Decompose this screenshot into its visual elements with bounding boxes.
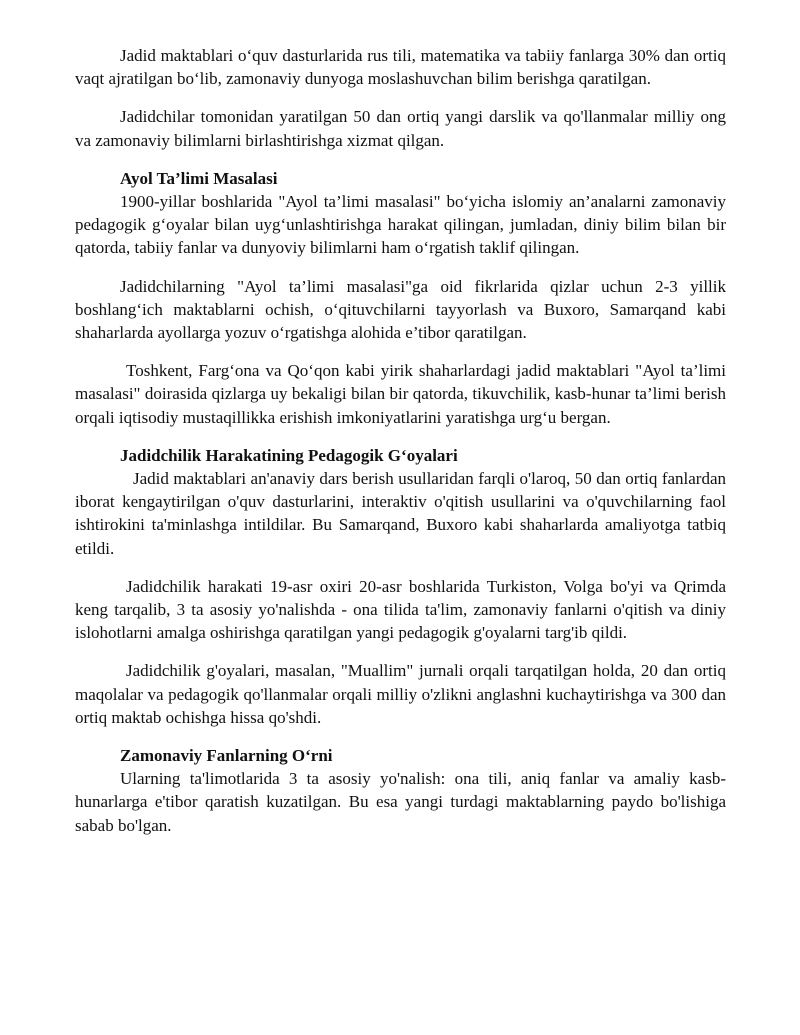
section-heading-women-education: Ayol Ta’limi Masalasi [120,168,278,188]
paragraph-teaching-methods: Jadid maktablari an'anaviy dars berish usullaridan farqli o'laroq, 50 dan ortiq fanlardan iborat kengaytirilgan o'quv dasturlarini, interaktiv o'qitish usullarini va o'quvchilarning faol ishtirokini ta'minlashga intildilar. Bu Samarqand, Buxoro kabi shaharlarda amaliyotga tatbiq etildi. [75,469,726,558]
paragraph-tashkent-schools: Toshkent, Farg‘ona va Qo‘qon kabi yirik shaharlardagi jadid maktablari "Ayol ta’limi masalasi" doirasida qizlarga uy bekaligi bilan bir qatorda, tikuvchilik, kasb-hunar ta’limi berish orqali iqtisodiy mustaqillikka erishish imkoniyatlarini yaratishga urg‘u bergan. [75,361,726,427]
section-heading-modern-sciences: Zamonaviy Fanlarning O‘rni [120,746,333,766]
paragraph-jadid-curriculum: Jadid maktablari o‘quv dasturlarida rus tili, matematika va tabiiy fanlarga 30% dan ortiq vaqt ajratilgan bo‘lib, zamonaviy dunyoga moslashuvchan bilim berishga qaratilgan. [75,46,726,89]
paragraph-muallim-journal: Jadidchilik g'oyalari, masalan, "Muallim" jurnali orqali tarqatilgan holda, 20 dan ortiq maqolalar va pedagogik qo'llanmalar orqali milliy o'zlikni anglashni kuchaytirishga va 300 dan ortiq maktab ochishga hissa qo'shdi. [75,661,726,727]
section-heading-pedagogical-ideas: Jadidchilik Harakatining Pedagogik G‘oyalari [120,445,458,465]
paragraph-three-directions: Ularning ta'limotlarida 3 ta asosiy yo'nalish: ona tili, aniq fanlar va amaliy kasb-hunarlarga e'tibor qaratish kuzatilgan. Bu esa yangi turdagi maktablarning paydo bo'lishiga sabab bo'lgan. [75,769,726,835]
document-page [75,44,726,837]
paragraph-textbooks: Jadidchilar tomonidan yaratilgan 50 dan ortiq yangi darslik va qo'llanmalar milliy ong va zamonaviy bilimlarni birlashtirishga xizmat qilgan. [75,107,726,150]
paragraph-jadid-movement: Jadidchilik harakati 19-asr oxiri 20-asr boshlarida Turkiston, Volga bo'yi va Qrimda keng tarqalib, 3 ta asosiy yo'nalishda - ona tilida ta'lim, zamonaviy fanlarni o'qitish va diniy islohotlarni amalga oshirishga qaratilgan yangi pedagogik g'oyalarni targ'ib qildi. [75,576,726,643]
paragraph-women-education-1900: 1900-yillar boshlarida "Ayol ta’limi masalasi" bo‘yicha islomiy an’analarni zamonaviy pedagogik g‘oyalar bilan uyg‘unlashtirishga harakat qilingan, jumladan, diniy bilim bilan bir qatorda, tabiiy fanlar va dunyoviy bilimlarni ham o‘rgatish taklif qilingan. [75,192,726,258]
paragraph-girls-schools: Jadidchilarning "Ayol ta’limi masalasi"ga oid fikrlarida qizlar uchun 2-3 yillik boshlang‘ich maktablarni ochish, o‘qituvchilarni tayyorlash va Buxoro, Samarqand kabi shaharlarda ayollarga yozuv o‘rgatishga alohida e’tibor qaratilgan. [75,276,726,343]
